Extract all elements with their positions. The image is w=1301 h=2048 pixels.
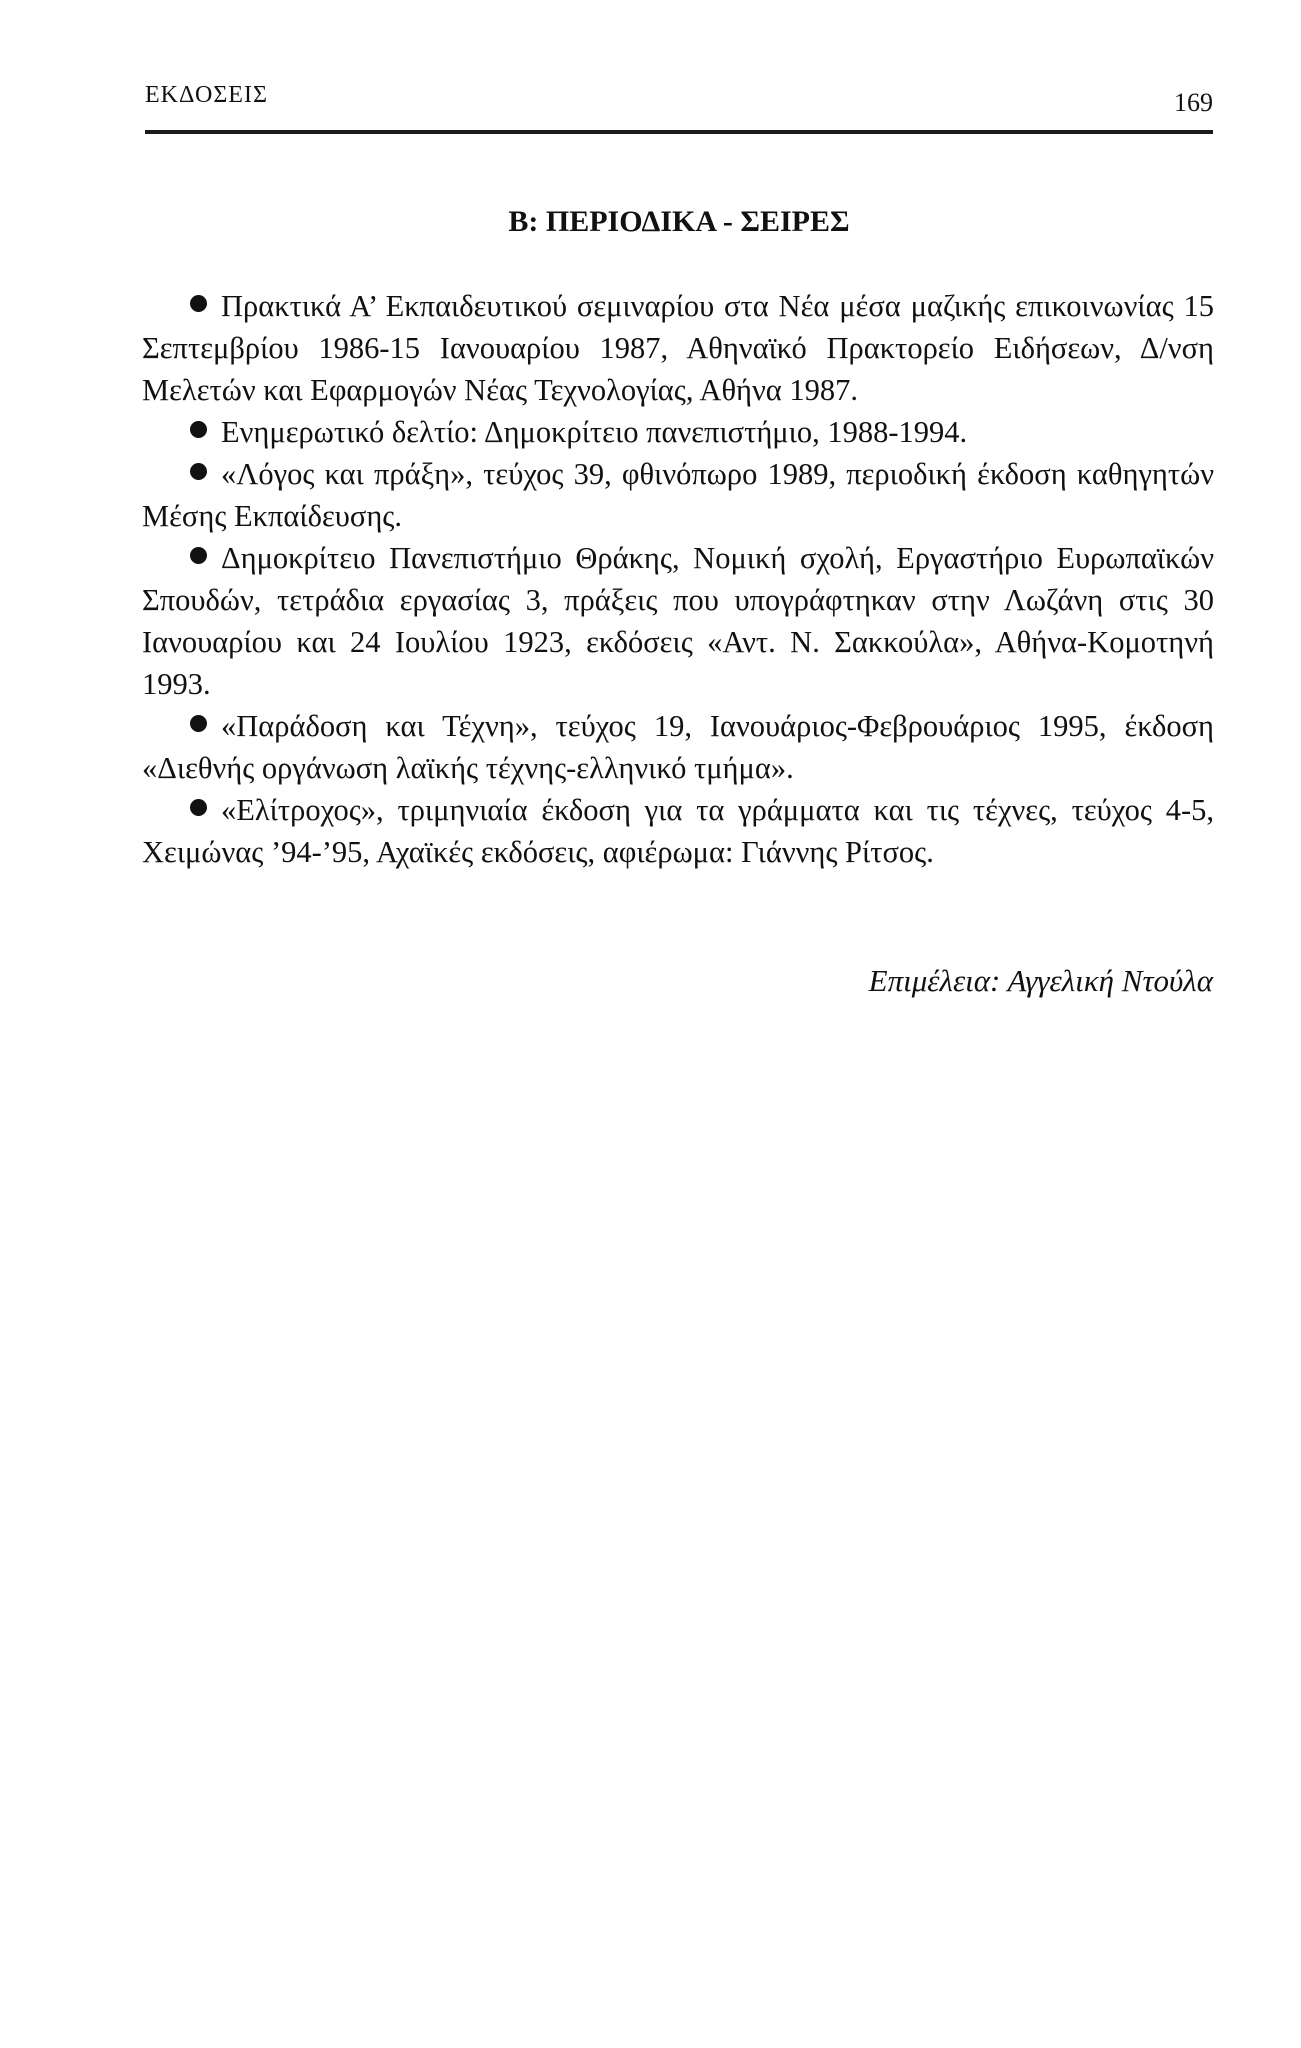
list-item [142,705,1214,789]
page-number: 169 [1174,88,1213,117]
list-item [142,537,1214,705]
bullet-icon [190,715,207,732]
bullet-icon [190,421,207,438]
header-rule [145,130,1213,134]
entry-text: Πρακτικά Α’ Εκπαιδευτικού σεμιναρίου στα Νέα μέσα μαζικής επικοινωνίας 15 Σεπτεμβρίου 1986-15 Ιανουαρίου 1987, Αθηναϊκό Πρακτορείο Ειδήσεων, Δ/νση Μελετών και Εφαρμογών Νέας Τεχνολογίας, Αθήνα 1987. [142,289,1214,407]
entry-text: «Ελίτροχος», τριμηνιαία έκδοση για τα γράμματα και τις τέχνες, τεύχος 4-5, Χειμώνας ’94-’95, Αχαϊκές εκδόσεις, αφιέρωμα: Γιάννης Ρίτσος. [142,793,1214,869]
entry-text: «Παράδοση και Τέχνη», τεύχος 19, Ιανουάριος-Φεβρουάριος 1995, έκδοση «Διεθνής οργάνωση λαϊκής τέχνης-ελληνικό τμήμα». [142,709,1214,785]
bullet-icon [190,463,207,480]
list-item [142,789,1214,873]
running-title: ΕΚΔΟΣΕΙΣ [145,82,268,108]
list-item [142,453,1214,537]
section-heading: Β: ΠΕΡΙΟΔΙΚΑ - ΣΕΙΡΕΣ [508,205,850,238]
running-header [145,82,1213,122]
bullet-icon [190,799,207,816]
entry-text: Ενημερωτικό δελτίο: Δημοκρίτειο πανεπιστήμιο, 1988-1994. [221,415,968,449]
entry-text: «Λόγος και πράξη», τεύχος 39, φθινόπωρο 1989, περιοδική έκδοση καθηγητών Μέσης Εκπαίδευσης. [142,457,1214,533]
editor-credit: Επιμέλεια: Αγγελική Ντούλα [868,963,1213,998]
bullet-icon [190,547,207,564]
bullet-icon [190,295,207,312]
list-item [142,411,1214,453]
entry-text: Δημοκρίτειο Πανεπιστήμιο Θράκης, Νομική σχολή, Εργαστήριο Ευρωπαϊκών Σπουδών, τετράδια εργασίας 3, πράξεις που υπογράφτηκαν στην Λωζάνη στις 30 Ιανουαρίου και 24 Ιουλίου 1923, εκδόσεις «Αντ. Ν. Σακκούλα», Αθήνα-Κομοτηνή 1993. [142,541,1214,701]
list-item [142,285,1214,411]
entry-list [142,285,1214,873]
